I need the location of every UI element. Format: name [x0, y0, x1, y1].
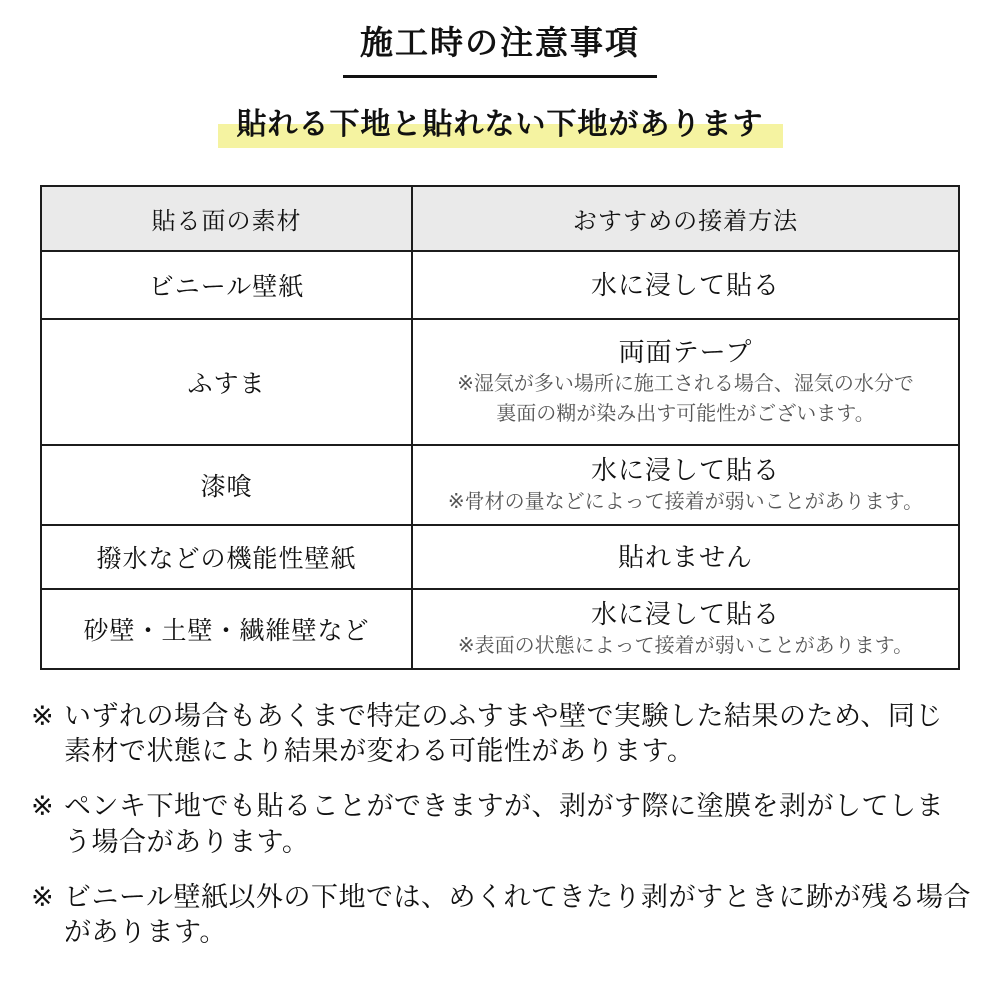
note-line: ペンキ下地でも貼ることができますが、剥がす際に塗膜を剥がしてしま: [64, 791, 944, 822]
note-line: いずれの場合もあくまで特定のふすまや壁で実験した結果のため、同じ: [64, 701, 943, 732]
table-body: [41, 251, 959, 669]
note-text: [64, 699, 980, 769]
note-line: う場合があります。: [64, 826, 310, 857]
material-cell: ふすま: [41, 319, 412, 445]
note-marker: ※: [31, 791, 54, 822]
material-cell: ビニール壁紙: [41, 251, 412, 319]
adhesion-method-table: [40, 185, 960, 670]
method-column-header: おすすめの接着方法: [412, 186, 959, 251]
method-note-line: 裏面の糊が染み出す可能性がございます。: [496, 402, 875, 425]
highlighted-subtitle: 貼れる下地と貼れない下地があります: [218, 107, 783, 148]
note-marker: ※: [31, 701, 54, 732]
table-row: [41, 589, 959, 669]
note-item: [31, 789, 980, 859]
note-line: があります。: [64, 916, 227, 947]
note-text: [64, 789, 980, 859]
table-row: [41, 251, 959, 319]
note-line: ビニール壁紙以外の下地では、めくれてきたり剥がすときに跡が残る場合: [64, 881, 971, 912]
method-label: 貼れません: [617, 542, 753, 572]
table-header-row: [41, 186, 959, 251]
note-line: 素材で状態により結果が変わる可能性があります。: [64, 736, 695, 767]
notes-section: [31, 699, 980, 950]
method-label: 水に浸して貼る: [590, 599, 780, 629]
method-cell: [412, 589, 959, 669]
material-cell: 砂壁・土壁・繊維壁など: [41, 589, 412, 669]
method-note-line: ※湿気が多い場所に施工される場合、湿気の水分で: [457, 372, 914, 395]
material-cell: 撥水などの機能性壁紙: [41, 525, 412, 589]
subtitle-section: [0, 107, 1000, 148]
material-cell: 漆喰: [41, 445, 412, 525]
method-note-line: ※骨材の量などによって接着が弱いことがあります。: [447, 490, 924, 513]
note-marker: ※: [31, 881, 54, 912]
note-text: [64, 880, 980, 950]
method-label: 両面テープ: [618, 337, 753, 367]
method-cell: [412, 319, 959, 445]
table-row: [41, 319, 959, 445]
method-note-line: ※表面の状態によって接着が弱いことがあります。: [457, 634, 914, 657]
note-item: [31, 880, 980, 950]
method-label: 水に浸して貼る: [590, 270, 780, 300]
table-row: [41, 445, 959, 525]
title-section: [0, 0, 1000, 78]
method-label: 水に浸して貼る: [590, 455, 780, 485]
method-cell: [412, 525, 959, 589]
method-cell: [412, 251, 959, 319]
method-cell: [412, 445, 959, 525]
note-item: [31, 699, 980, 769]
page-title: 施工時の注意事項: [343, 22, 657, 78]
material-column-header: 貼る面の素材: [41, 186, 412, 251]
table-row: [41, 525, 959, 589]
